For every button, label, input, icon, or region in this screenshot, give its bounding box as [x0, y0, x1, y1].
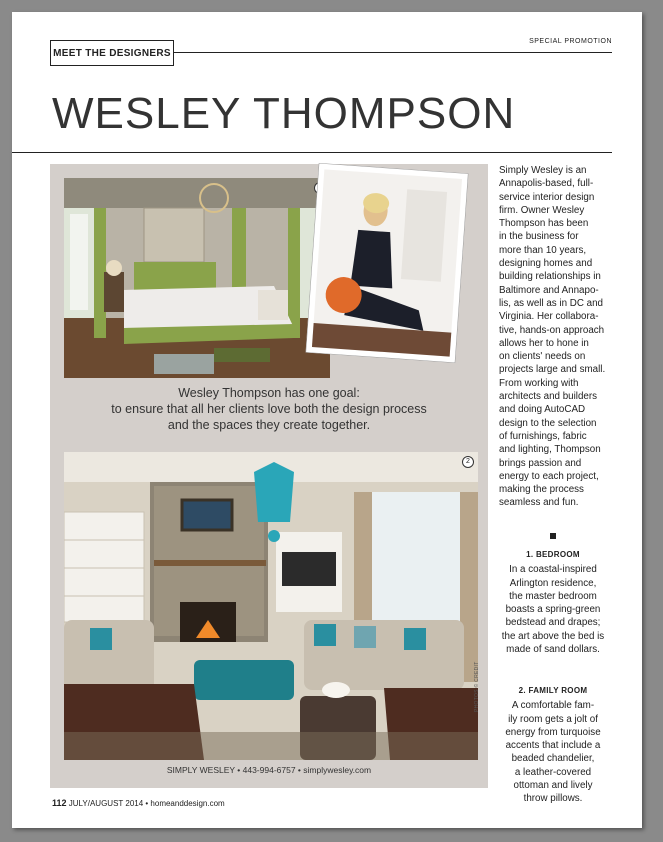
- body-line: firm. Owner Wesley: [499, 204, 585, 216]
- body-line: Thompson has been: [499, 218, 589, 230]
- caption-family-room: [494, 684, 612, 806]
- caption-line: boasts a spring-green: [505, 604, 601, 616]
- caption-line: the art above the bed is: [501, 630, 605, 642]
- body-line: more than 10 years,: [499, 244, 587, 256]
- body-line: tive, hands-on approach: [499, 324, 605, 336]
- caption-line: throw pillows.: [523, 793, 583, 805]
- body-line: of furnishings, fabric: [499, 430, 587, 442]
- designer-portrait: [312, 168, 462, 358]
- body-line: Virginia. Her collabora-: [499, 311, 599, 323]
- body-text: [499, 164, 609, 510]
- caption-line: A comfortable fam-: [511, 700, 595, 712]
- caption-line: bedstead and drapes;: [505, 617, 601, 629]
- body-line: on clients' needs on: [499, 351, 586, 363]
- caption-bedroom: [494, 548, 612, 656]
- caption-line: accents that include a: [505, 740, 601, 752]
- caption-title: 2. FAMILY ROOM: [518, 686, 588, 695]
- quote-line-2: to ensure that all her clients love both the design process: [111, 402, 427, 416]
- quote-line-3: and the spaces they create together.: [167, 418, 371, 432]
- quote-line-1: Wesley Thompson has one goal:: [178, 386, 360, 400]
- footer-text: JULY/AUGUST 2014 • homeanddesign.com: [68, 799, 225, 808]
- body-line: allows her to hone in: [499, 337, 589, 349]
- family-room-photo: [64, 452, 478, 760]
- body-line: lis, as well as in DC and: [499, 297, 603, 309]
- caption-line: beaded chandelier,: [511, 753, 595, 765]
- page-footer: [52, 798, 225, 808]
- body-line: Baltimore and Annapo-: [499, 284, 599, 296]
- body-line: design to the selection: [499, 417, 597, 429]
- body-line: building relationships in: [499, 271, 601, 283]
- caption-line: Arlington residence,: [509, 577, 597, 589]
- body-line: making the process: [499, 484, 584, 496]
- body-line: Annapolis-based, full-: [499, 178, 594, 190]
- pull-quote: [52, 385, 486, 433]
- designer-contact-line: SIMPLY WESLEY • 443-994-6757 • simplywesley.com: [166, 765, 372, 775]
- caption-line: ily room gets a jolt of: [508, 713, 598, 725]
- caption-title: 1. BEDROOM: [526, 550, 580, 559]
- portrait-illustration: [306, 163, 469, 363]
- bedroom-illustration: [64, 178, 330, 378]
- body-line: designing homes and: [499, 258, 593, 270]
- magazine-page: [12, 12, 642, 828]
- caption-line: made of sand dollars.: [506, 644, 600, 656]
- body-line: brings passion and: [499, 457, 582, 469]
- caption-line: the master bedroom: [509, 590, 597, 602]
- body-line: architects and builders: [499, 391, 598, 403]
- body-line: service interior design: [499, 191, 595, 203]
- body-line: projects large and small.: [499, 364, 606, 376]
- bedroom-photo: [64, 178, 330, 378]
- body-line: in the business for: [499, 231, 579, 243]
- body-line: From working with: [499, 377, 579, 389]
- section-bullet: [550, 533, 556, 539]
- promo-label: SPECIAL PROMOTION: [529, 38, 612, 45]
- body-line: seamless and fun.: [499, 497, 579, 509]
- top-rule: [174, 52, 612, 53]
- section-tag: MEET THE DESIGNERS: [50, 40, 174, 66]
- caption-line: energy from turquoise: [505, 726, 601, 738]
- caption-line: ottoman and lively: [513, 780, 593, 792]
- page-title: WESLEY THOMPSON: [52, 89, 516, 138]
- page-number: 112: [52, 798, 67, 808]
- body-line: energy to each project,: [499, 470, 599, 482]
- family-room-illustration: [64, 452, 478, 760]
- caption-line: a leather-covered: [514, 766, 592, 778]
- body-line: and lighting, Thompson: [499, 444, 601, 456]
- photo-number-2: 2: [462, 456, 474, 468]
- photo-credit: PHOTOS © CREDIT: [474, 661, 480, 712]
- body-line: Simply Wesley is an: [499, 165, 587, 176]
- headline-rule: [12, 152, 612, 153]
- caption-line: In a coastal-inspired: [509, 564, 597, 576]
- body-line: and doing AutoCAD: [499, 404, 586, 416]
